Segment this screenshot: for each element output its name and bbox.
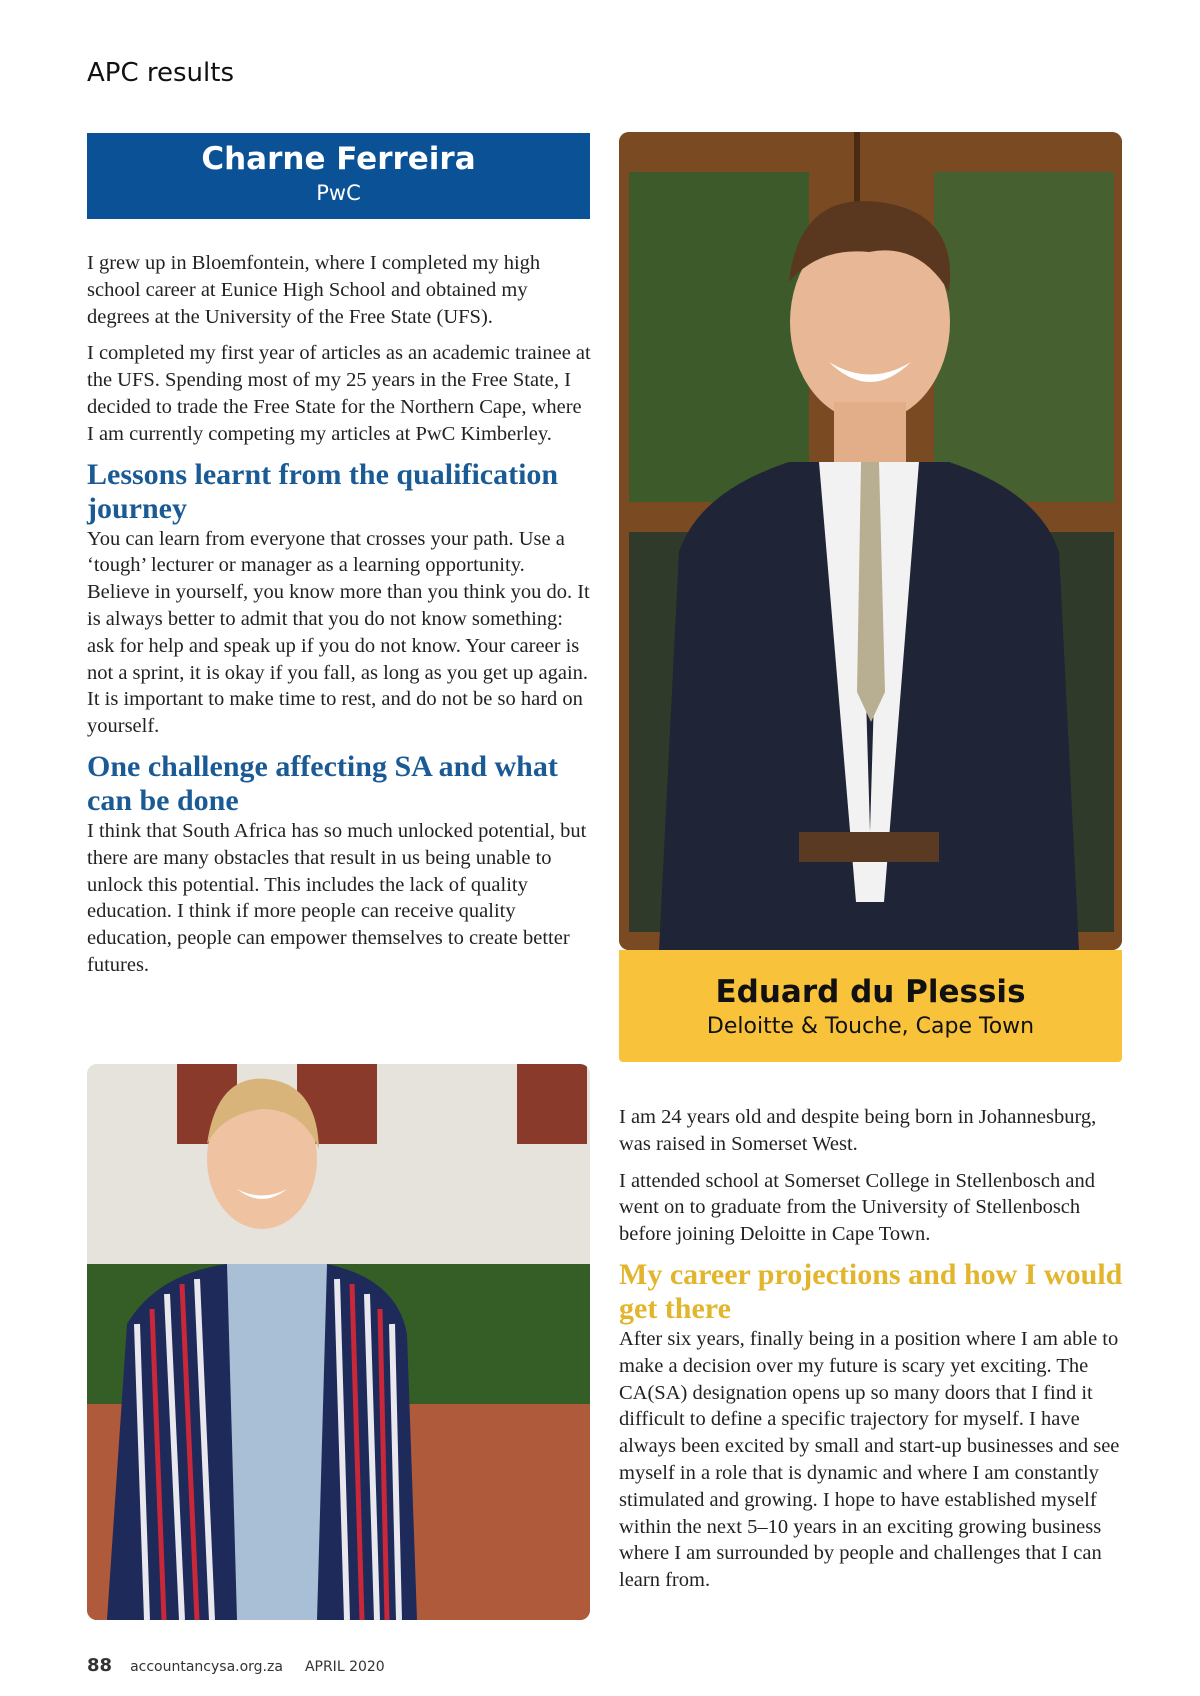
section-label: APC results <box>87 58 234 88</box>
charne-photo <box>87 1064 590 1620</box>
page-footer <box>87 1655 385 1676</box>
charne-name-banner <box>87 133 590 219</box>
eduard-heading-career: My career projections and how I would get there <box>619 1257 1123 1325</box>
eduard-body-career: After six years, finally being in a position where I am able to make a decision over my future is scary yet exciting. The CA(SA) designation opens up so many doors that I find it difficult to define a specific trajectory for myself. I have always been excited by small and start-up businesses and see myself in a role that is dynamic and where I am constantly stimulated and growing. I hope to have established myself within the next 5–10 years in an exciting growing business where I am surrounded by people and challenges that I can learn from. <box>619 1327 1120 1592</box>
footer-website: accountancysa.org.za <box>130 1659 283 1675</box>
eduard-paragraph-2: I attended school at Somerset College in Stellenbosch and went on to graduate from the University of Stellenbosch before joining Deloitte in Cape Town. <box>619 1169 1095 1246</box>
charne-body-challenge: I think that South Africa has so much unlocked potential, but there are many obstacles that result in us being unable to unlock this potential. This includes the lack of quality education. I think if more people can receive quality education, people can empower themselves to create better futures. <box>87 819 587 976</box>
charne-heading-lessons: Lessons learnt from the qualification journey <box>87 457 559 525</box>
eduard-photo <box>619 132 1122 950</box>
charne-heading-challenge: One challenge affecting SA and what can be done <box>87 749 558 817</box>
charne-paragraph-1: I grew up in Bloemfontein, where I completed my high school career at Eunice High School and obtained my degrees at the University of the Free State (UFS). <box>87 252 541 328</box>
eduard-paragraph-1: I am 24 years old and despite being born in Johannesburg, was raised in Somerset West. <box>619 1106 1097 1155</box>
eduard-company: Deloitte & Touche, Cape Town <box>706 1014 1035 1039</box>
charne-company: PwC <box>316 181 361 205</box>
footer-issue: APRIL 2020 <box>304 1659 385 1675</box>
charne-article <box>87 250 592 989</box>
charne-body-lessons: You can learn from everyone that crosses your path. Use a ‘tough’ lecturer or manager as a learning opportunity. Believe in yourself, you know more than you think you do. It is always better to admit that you do not know something: ask for help and speak up if you do not know. Your career is not a sprint, it is okay if you fall, as long as you get up again. It is important to make time to rest, and do not be so hard on yourself. <box>87 527 590 738</box>
eduard-name-banner <box>619 950 1122 1062</box>
eduard-name: Eduard du Plessis <box>715 974 1026 1010</box>
page-number: 88 <box>87 1655 113 1676</box>
eduard-article <box>619 1104 1124 1604</box>
charne-paragraph-2: I completed my first year of articles as an academic trainee at the UFS. Spending most of my 25 years in the Free State, I decided to trade the Free State for the Northern Cape, where I am currently competing my articles at PwC Kimberley. <box>87 342 591 445</box>
charne-name: Charne Ferreira <box>201 141 476 177</box>
